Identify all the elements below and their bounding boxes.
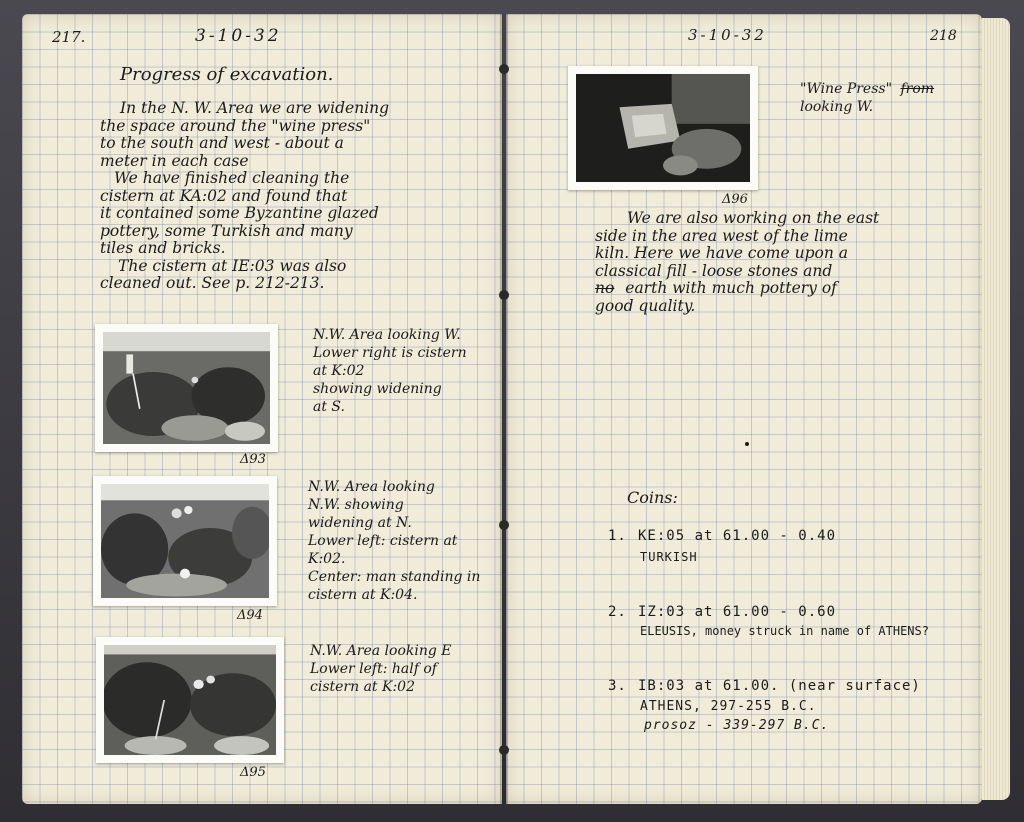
photo-caption-number: Δ96 <box>722 192 748 207</box>
excavation-photo <box>95 324 278 452</box>
coin-entry-line: KE:05 at 61.00 - 0.40 <box>638 528 837 544</box>
photo-label <box>308 478 480 604</box>
photo-label-line: N.W. showing <box>308 497 404 513</box>
excavation-photo <box>93 476 277 606</box>
paragraph-line: earth with much pottery of <box>625 279 837 297</box>
paragraph-line: tiles and bricks. <box>100 239 226 257</box>
binding-stitch <box>499 290 509 300</box>
photo-label-line: Lower right is cistern <box>313 345 467 361</box>
coin-number: 1. <box>608 528 627 544</box>
photo-label-line: at K:02 <box>313 363 365 379</box>
coin-number: 3. <box>608 678 627 694</box>
photo-label-line: Lower left: cistern at <box>308 533 458 549</box>
paragraph-line: cleaned out. See p. 212-213. <box>100 274 325 292</box>
photo-label <box>310 642 451 696</box>
right-page-number: 218 <box>930 28 957 44</box>
left-page-date: 3-10-32 <box>195 26 282 46</box>
left-page-heading: Progress of excavation. <box>120 64 334 85</box>
left-paragraph <box>100 100 389 293</box>
photo-label-line: cistern at K:04. <box>308 587 418 603</box>
binding-stitch <box>499 64 509 74</box>
paragraph-line: the space around the "wine press" <box>100 116 371 135</box>
coin-entry-line: IZ:03 at 61.00 - 0.60 <box>638 604 837 620</box>
spine <box>500 14 508 804</box>
photo-label <box>313 326 467 416</box>
wine-press-photo <box>568 66 758 190</box>
right-paragraph <box>595 210 879 315</box>
paragraph-line: In the N. W. Area we are widening <box>120 99 390 117</box>
struck-word: from <box>900 81 935 97</box>
coin-number: 2. <box>608 604 627 620</box>
paragraph-line: kiln. Here we have come upon a <box>595 244 848 262</box>
coin-entry-line: IB:03 at 61.00. (near surface) <box>638 678 921 694</box>
binding-stitch <box>499 520 509 530</box>
photo-label-line: "Wine Press" <box>800 81 893 97</box>
paragraph-line: good quality. <box>595 296 696 315</box>
photo-caption-number: Δ94 <box>237 608 263 623</box>
paragraph-line: it contained some Byzantine glazed <box>100 204 379 222</box>
photo-label-line: N.W. Area looking E <box>310 643 452 659</box>
photo-label-line: looking W. <box>800 99 874 115</box>
paragraph-line: cistern at KA:02 and found that <box>100 186 348 205</box>
coins-heading: Coins: <box>627 488 678 507</box>
photo-label <box>800 80 934 116</box>
photo-label-line: Lower left: half of <box>310 661 437 677</box>
page-edges <box>982 18 1010 800</box>
paragraph-line: side in the area west of the lime <box>595 226 848 245</box>
paragraph-line: to the south and west - about a <box>100 134 344 152</box>
paragraph-line: pottery, some Turkish and many <box>100 221 353 240</box>
excavation-photo <box>96 637 284 763</box>
photo-label-line: widening at N. <box>308 515 412 531</box>
coin-entry-line: prosoz - 339-297 B.C. <box>644 718 830 733</box>
paragraph-line: We are also working on the east <box>627 209 880 227</box>
ink-dot <box>745 442 749 446</box>
photo-label-line: N.W. Area looking <box>308 479 435 495</box>
left-page-number: 217. <box>52 28 86 46</box>
photo-label-line: N.W. Area looking W. <box>313 327 461 343</box>
coin-entry-line: TURKISH <box>640 550 698 564</box>
photo-label-line: at S. <box>313 399 345 415</box>
photo-caption-number: Δ93 <box>240 452 266 467</box>
photo-caption-number: Δ95 <box>240 765 266 780</box>
paragraph-line: The cistern at IE:03 was also <box>118 256 347 275</box>
photo-label-line: K:02. <box>308 551 346 567</box>
binding-stitch <box>499 745 509 755</box>
photo-label-line: showing widening <box>313 381 442 397</box>
photo-label-line: cistern at K:02 <box>310 679 415 695</box>
right-page-date: 3-10-32 <box>688 26 767 44</box>
photo-label-line: Center: man standing in <box>308 569 481 585</box>
coin-entry-line: ATHENS, 297-255 B.C. <box>640 699 817 714</box>
paragraph-line: classical fill - loose stones and <box>595 261 833 280</box>
struck-word: no <box>595 279 615 297</box>
paragraph-line: We have finished cleaning the <box>114 169 350 187</box>
paragraph-line: meter in each case <box>100 151 249 170</box>
coin-entry-line: ELEUSIS, money struck in name of ATHENS? <box>640 624 929 638</box>
